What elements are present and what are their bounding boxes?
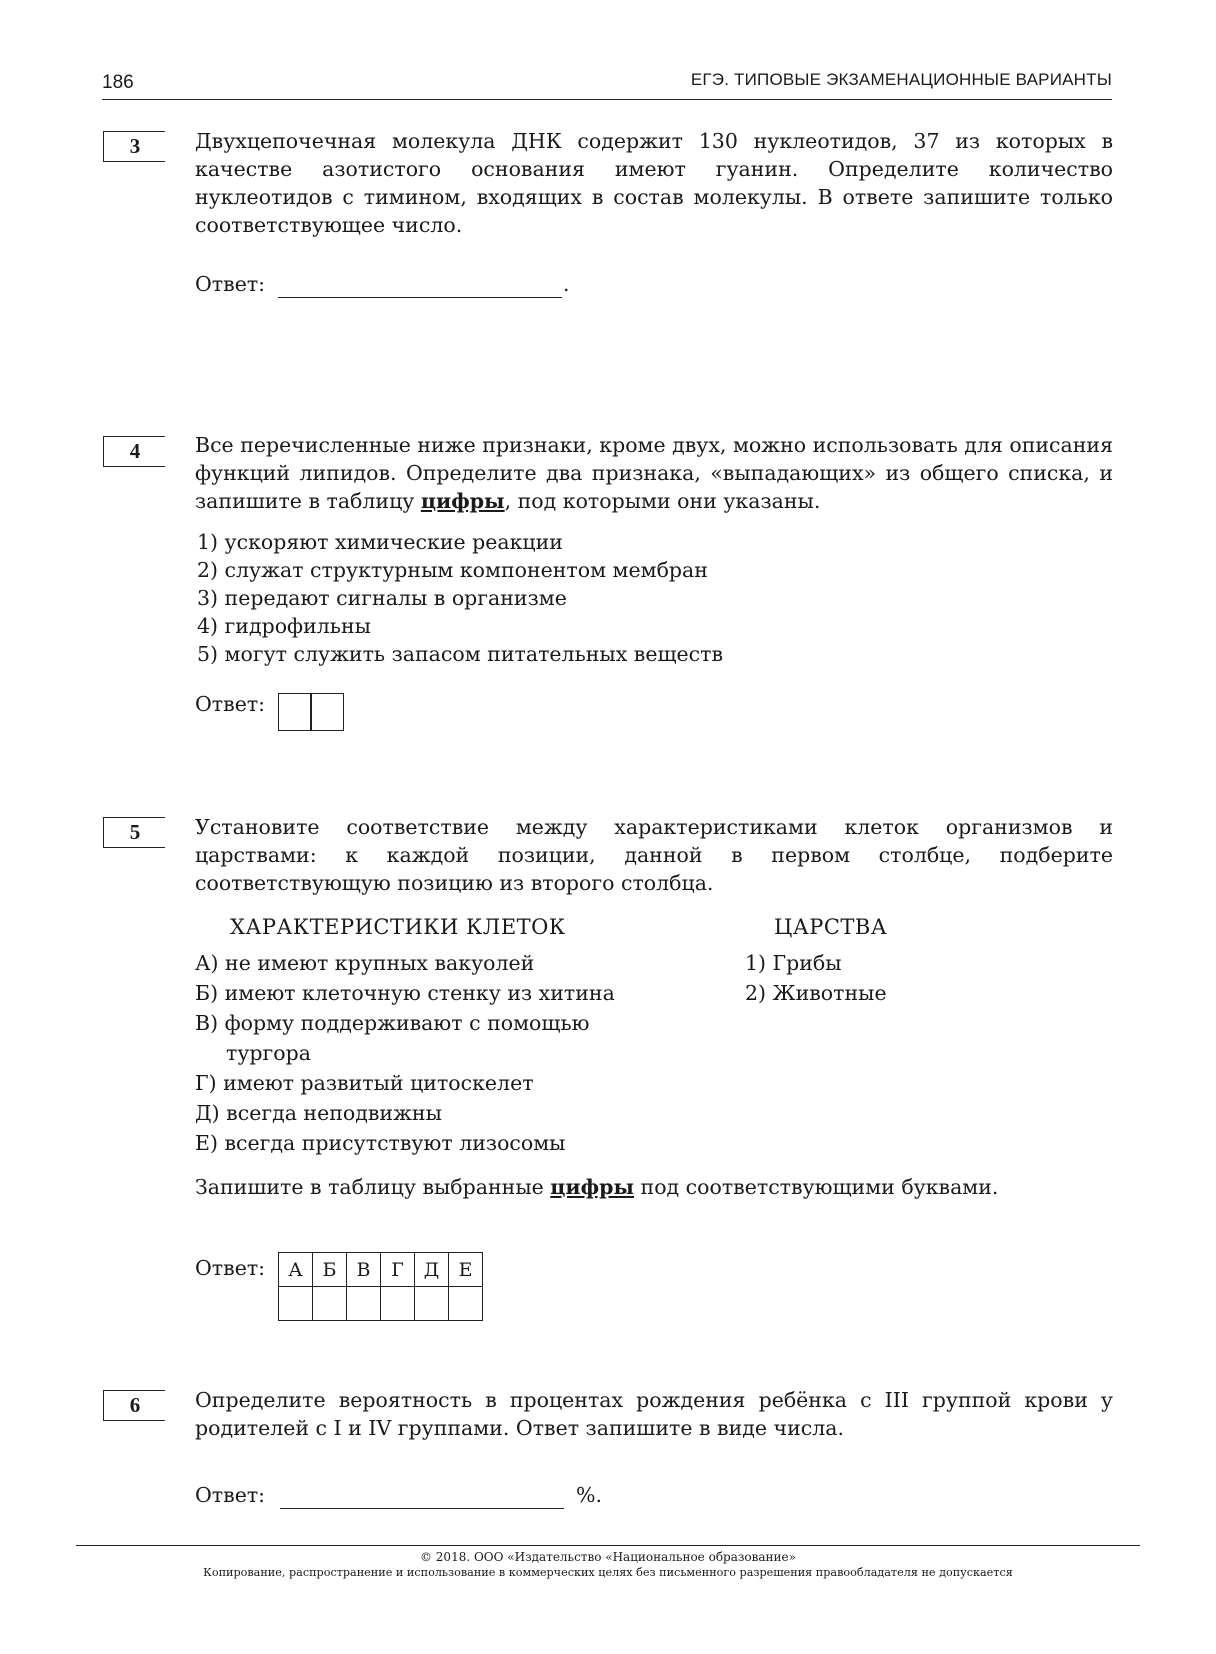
task-4-text-before: Все перечисленные ниже признаки, кроме двух, можно использовать для описания функций липидов. Определите два признака, «выпадающих» из общего списка, и запишите в таблицу [195, 433, 1113, 513]
answer-table-letter: В [347, 1253, 381, 1287]
task-5-col1-title: ХАРАКТЕРИСТИКИ КЛЕТОК [230, 915, 566, 939]
header-divider [102, 99, 1112, 100]
task-4-answer-cell[interactable] [310, 693, 344, 731]
task-4-option: 3) передают сигналы в организме [197, 586, 567, 610]
task-4-options [197, 528, 723, 668]
answer-table-cell[interactable] [415, 1287, 449, 1321]
characteristic-item: Е) всегда присутствуют лизосомы [195, 1131, 566, 1155]
task-5-characteristics [195, 948, 615, 1158]
footer-notice: Копирование, распространение и использование в коммерческих целях без письменного разрешения правообладателя не допускается [203, 1566, 1013, 1579]
task-4-number-box [103, 436, 175, 467]
task-4-answer-label: Ответ: [195, 692, 266, 716]
answer-table-letter: Е [449, 1253, 483, 1287]
task-4-text-emphasis: цифры [420, 489, 505, 513]
task-6-answer-suffix: %. [576, 1483, 602, 1507]
footer-divider [76, 1545, 1140, 1546]
task-4-text-after: , под которыми они указаны. [504, 489, 821, 513]
answer-table-letter: Г [381, 1253, 415, 1287]
task-3-number-box [103, 131, 175, 162]
answer-table-letter: Д [415, 1253, 449, 1287]
task-4-option: 1) ускоряют химические реакции [197, 530, 563, 554]
characteristic-item: В) форму поддерживают с помощью [195, 1011, 590, 1035]
task-5-instruction-before: Запишите в таблицу выбранные [195, 1175, 551, 1199]
task-6-answer-label: Ответ: [195, 1483, 266, 1507]
task-6-text: Определите вероятность в процентах рождения ребёнка с III группой крови у родителей с I и IV группами. Ответ запишите в виде числа. [195, 1388, 1113, 1440]
characteristic-item: Г) имеют развитый цитоскелет [195, 1071, 534, 1095]
answer-table-cell[interactable] [279, 1287, 313, 1321]
answer-table-cell[interactable] [313, 1287, 347, 1321]
task-5-instruction [195, 1173, 1113, 1201]
running-title: ЕГЭ. ТИПОВЫЕ ЭКЗАМЕНАЦИОННЫЕ ВАРИАНТЫ [690, 70, 1112, 89]
answer-table-letter: А [279, 1253, 313, 1287]
characteristic-item-continuation: тургора [226, 1041, 311, 1065]
task-4-answer-cell[interactable] [278, 693, 312, 731]
task-4-text [195, 431, 1113, 515]
task-5-number-box [103, 817, 175, 848]
task-5-instruction-after: под соответствующими буквами. [634, 1175, 999, 1199]
task-6-number-box [103, 1390, 175, 1421]
task-5-col2-title: ЦАРСТВА [774, 915, 888, 939]
task-5-kingdoms [745, 948, 887, 1008]
answer-table-cell[interactable] [449, 1287, 483, 1321]
task-6-answer-field[interactable] [280, 1508, 564, 1509]
task-4-option: 2) служат структурным компонентом мембран [197, 558, 708, 582]
task-3-text: Двухцепочечная молекула ДНК содержит 130 нуклеотидов, 37 из которых в качестве азотистого основания имеют гуанин. Определите количество нуклеотидов с тимином, входящих в состав молекулы. В ответе запишите только соответствующее число. [195, 129, 1113, 237]
kingdom-item: 2) Животные [745, 981, 887, 1005]
footer-copyright: © 2018. ООО «Издательство «Национальное образование» [419, 1550, 796, 1564]
task-5-text: Установите соответствие между характеристиками клеток организмов и царствами: к каждой позиции, данной в первом столбце, подберите соответствующую позицию из второго столбца. [195, 815, 1113, 895]
task-5-answer-table [278, 1252, 483, 1321]
characteristic-item: Б) имеют клеточную стенку из хитина [195, 981, 615, 1005]
answer-table-header-row [279, 1253, 483, 1287]
task-4-number: 4 [129, 439, 141, 463]
kingdom-item: 1) Грибы [745, 951, 842, 975]
task-4-answer-cells [279, 693, 344, 731]
task-4-option: 5) могут служить запасом питательных веществ [197, 642, 724, 666]
task-4-option: 4) гидрофильны [197, 614, 371, 638]
characteristic-item: А) не имеют крупных вакуолей [195, 951, 535, 975]
page-number: 186 [102, 72, 134, 93]
task-5-instruction-emphasis: цифры [550, 1175, 635, 1199]
answer-table-cell[interactable] [381, 1287, 415, 1321]
task-3-answer-field[interactable] [278, 297, 562, 298]
task-5-answer-label: Ответ: [195, 1256, 266, 1280]
characteristic-item: Д) всегда неподвижны [195, 1101, 442, 1125]
task-3-number: 3 [129, 134, 141, 158]
task-3-answer-suffix: . [563, 272, 570, 296]
task-5-number: 5 [129, 820, 141, 844]
task-3-answer-label: Ответ: [195, 272, 266, 296]
answer-table-input-row [279, 1287, 483, 1321]
answer-table-cell[interactable] [347, 1287, 381, 1321]
answer-table-letter: Б [313, 1253, 347, 1287]
task-6-number: 6 [129, 1393, 141, 1417]
